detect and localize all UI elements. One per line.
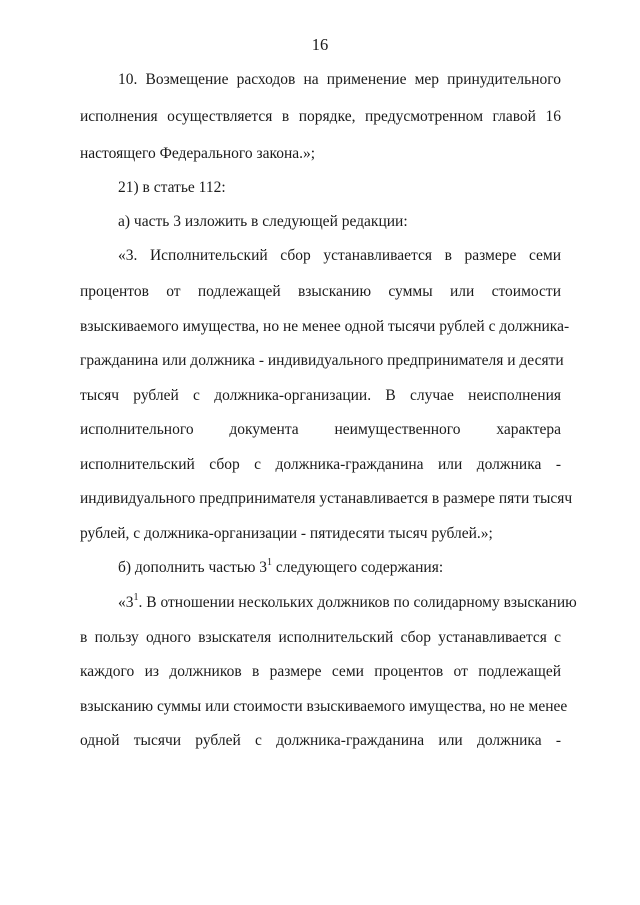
part-3-line-4: гражданина или должника - индивидуального предпринимателя и десяти [80,352,564,369]
paragraph-10-line-2: исполнения осуществляется в порядке, предусмотренном главой 16 [80,108,561,125]
subitem-b-text-end: следующего содержания: [272,559,444,576]
part-3-line-9: рублей, с должника-организации - пятидесяти тысяч рублей.»; [80,525,493,542]
part-3-1-line-1 [118,591,577,613]
paragraph-10-line-1: 10. Возмещение расходов на применение мер принудительного [118,71,561,88]
part-3-1-number: «3 [118,594,134,611]
part-3-1-line-5: одной тысячи рублей с должника-гражданина или должника - [80,732,561,749]
part-3-line-2: процентов от подлежащей взысканию суммы или стоимости [80,283,561,300]
part-3-line-8: индивидуального предпринимателя устанавливается в размере пяти тысяч [80,490,573,507]
subitem-b-superscript: 1 [267,556,273,568]
subitem-b [118,558,561,578]
part-3-line-1: «3. Исполнительский сбор устанавливается в размере семи [118,247,561,264]
part-3-line-5: тысяч рублей с должника-организации. В случае неисполнения [80,387,561,404]
part-3-line-6: исполнительного документа неимущественного характера [80,421,561,438]
subitem-b-text: б) дополнить частью 3 [118,559,268,576]
paragraph-10-line-3: настоящего Федерального закона.»; [80,145,316,162]
part-3-line-3: взыскиваемого имущества, но не менее одной тысячи рублей с должника- [80,318,570,335]
part-3-1-superscript: 1 [133,591,139,603]
part-3-1-line-1-text: . В отношении нескольких должников по солидарному взысканию [138,594,577,611]
part-3-1-line-3: каждого из должников в размере семи процентов от подлежащей [80,663,561,680]
part-3-1-line-2: в пользу одного взыскателя исполнительский сбор устанавливается с [80,629,561,646]
item-21: 21) в статье 112: [118,179,226,196]
part-3-1-line-4: взысканию суммы или стоимости взыскиваемого имущества, но не менее [80,698,568,715]
part-3-line-7: исполнительский сбор с должника-гражданина или должника - [80,456,561,473]
page-number: 16 [311,35,329,54]
subitem-a: а) часть 3 изложить в следующей редакции: [118,213,408,230]
